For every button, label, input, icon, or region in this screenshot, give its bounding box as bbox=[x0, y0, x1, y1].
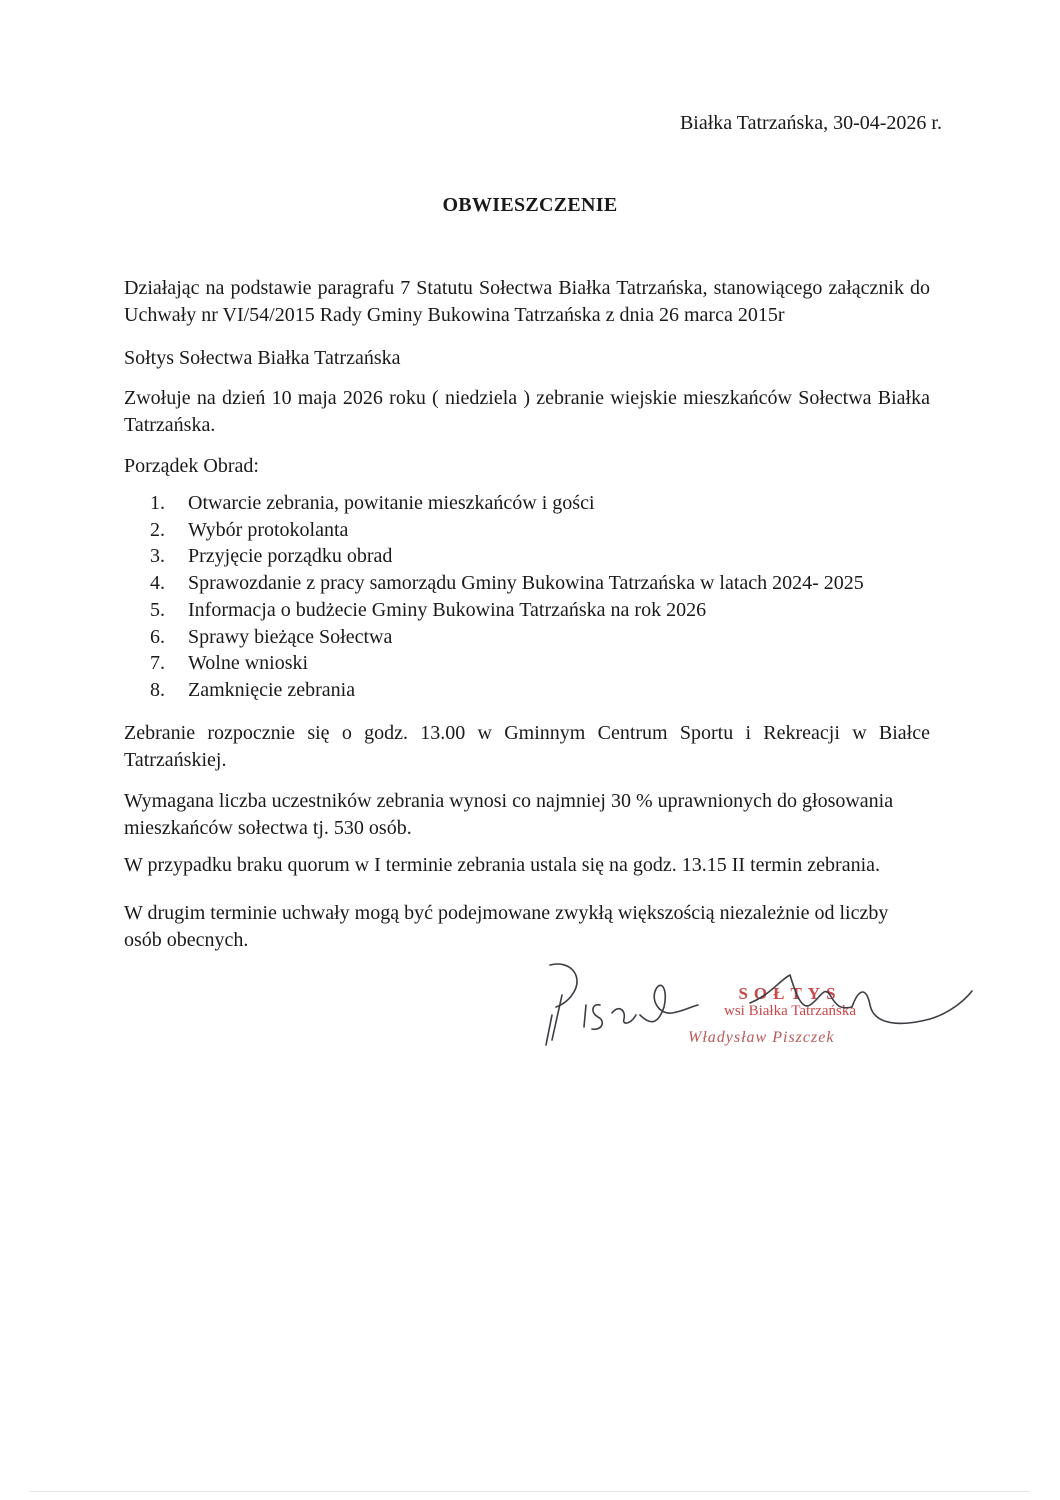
start-time-paragraph: Zebranie rozpocznie się o godz. 13.00 w Gminnym Centrum Sportu i Rekreacji w Białce Tatrzańskiej. bbox=[124, 722, 930, 771]
agenda-item-number: 2. bbox=[150, 518, 165, 541]
agenda-item-text: Informacja o budżecie Gminy Bukowina Tatrzańska na rok 2026 bbox=[188, 598, 707, 621]
agenda-item bbox=[150, 677, 864, 704]
agenda-item-number: 1. bbox=[150, 492, 165, 514]
second-term-paragraph: W przypadku braku quorum w I terminie zebrania ustala się na godz. 13.15 II termin zebrania. bbox=[124, 854, 881, 876]
agenda-item-number: 5. bbox=[150, 598, 165, 621]
second-term-rule-paragraph: W drugim terminie uchwały mogą być podejmowane zwykłą większością niezależnie od liczby osób obecnych. bbox=[124, 902, 889, 951]
agenda-item-text: Wybór protokolanta bbox=[188, 518, 349, 541]
legal-basis-paragraph: Działając na podstawie paragrafu 7 Statutu Sołectwa Białka Tatrzańska, stanowiącego załącznik do Uchwały nr VI/54/2015 Rady Gminy Bukowina Tatrzańska z dnia 26 marca 2015r bbox=[124, 277, 930, 326]
agenda-item bbox=[150, 517, 864, 544]
agenda-item-text: Otwarcie zebrania, powitanie mieszkańców i gości bbox=[188, 492, 595, 514]
agenda-item-number: 8. bbox=[150, 678, 165, 701]
agenda-item bbox=[150, 597, 864, 624]
agenda-item bbox=[150, 490, 864, 517]
agenda-item-text: Wolne wnioski bbox=[188, 652, 309, 675]
handwritten-signature bbox=[540, 955, 980, 1065]
agenda-item-number: 4. bbox=[150, 572, 165, 595]
signature-block bbox=[540, 955, 980, 1065]
agenda-item bbox=[150, 543, 864, 570]
agenda-item-text: Sprawozdanie z pracy samorządu Gminy Bukowina Tatrzańska w latach 2024- 2025 bbox=[188, 572, 864, 595]
agenda-item-text: Zamknięcie zebrania bbox=[188, 678, 356, 701]
agenda-item-text: Sprawy bieżące Sołectwa bbox=[188, 625, 393, 648]
quorum-paragraph: Wymagana liczba uczestników zebrania wynosi co najmniej 30 % uprawnionych do głosowania mieszkańców sołectwa tj. 530 osób. bbox=[124, 790, 894, 839]
agenda-item bbox=[150, 650, 864, 677]
place-date: Białka Tatrzańska, 30-04-2026 r. bbox=[679, 112, 942, 134]
agenda-heading: Porządek Obrad: bbox=[124, 455, 259, 477]
agenda-item bbox=[150, 624, 864, 651]
convocation-paragraph: Zwołuje na dzień 10 maja 2026 roku ( niedziela ) zebranie wiejskie mieszkańców Sołectwa Białka Tatrzańska. bbox=[124, 387, 930, 436]
issuer-line: Sołtys Sołectwa Białka Tatrzańska bbox=[124, 347, 401, 369]
agenda-item-text: Przyjęcie porządku obrad bbox=[188, 545, 393, 568]
agenda-item-number: 3. bbox=[150, 545, 165, 568]
agenda-item-number: 6. bbox=[150, 625, 165, 648]
document-title: OBWIESZCZENIE bbox=[442, 194, 618, 216]
stamp-title: SOŁTYS bbox=[738, 984, 842, 1003]
bottom-scan-edge bbox=[30, 1491, 1030, 1492]
agenda-item-number: 7. bbox=[150, 652, 165, 675]
agenda-list bbox=[150, 490, 864, 704]
agenda-item bbox=[150, 570, 864, 597]
stamp-name: Władysław Piszczek bbox=[688, 1029, 835, 1046]
stamp-place: wsi Białka Tatrzańska bbox=[724, 1003, 856, 1019]
